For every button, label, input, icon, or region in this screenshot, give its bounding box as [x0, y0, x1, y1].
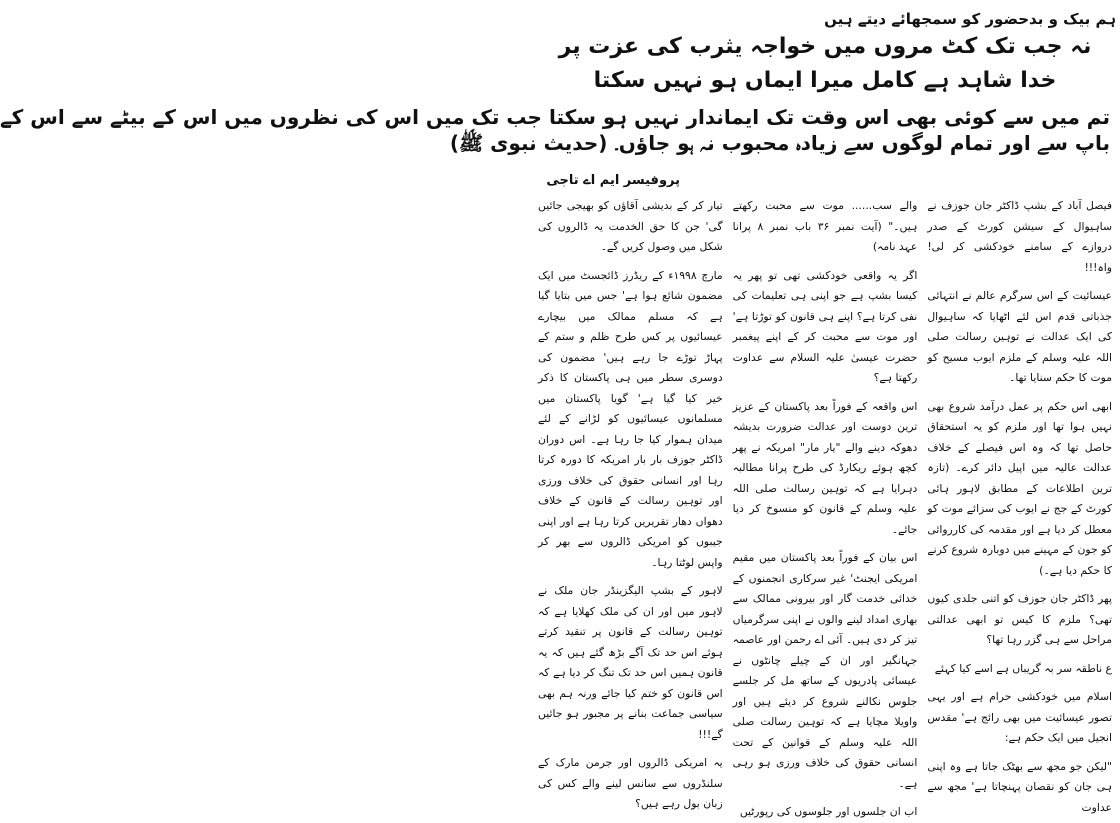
verse-line-2: خدا شاہد ہے کامل میرا ایماں ہو نہیں سکتا	[593, 68, 1057, 93]
column-2	[732, 196, 918, 818]
hadith-line-2: باپ سے اور تمام لوگوں سے زیادہ محبوب نہ ہو جاؤں۔ (حدیث نبوی ﷺ)	[449, 131, 1110, 155]
hadith-line-1: تم میں سے کوئی بھی اس وقت تک ایماندار نہیں ہو سکتا جب تک میں اس کی نظروں میں اس کے بیٹے سے اس کے	[0, 105, 1110, 129]
paragraph: اس بیان کے فوراً بعد پاکستان میں مقیم امریکی ایجنٹ' غیر سرکاری انجمنوں کے خدائی خدمت گار اور بیرونی ممالک سے بھاری امداد لینے والوں نے اپنی سرگرمیاں تیز کر دی ہیں۔ آئی اے رحمن اور عاصمہ جہانگیر اور ان کے چیلے چانٹوں نے عیسائی پادریوں کے ساتھ مل کر جلسے جلوس نکالنے شروع کر دیئے ہیں اور واویلا مچایا ہے کہ توہین رسالت صلی اللہ علیہ وسلم کے قوانین کے تحت انسانی حقوق کی خلاف ورزی ہو رہی ہے۔	[732, 551, 918, 790]
column-3	[537, 196, 723, 810]
paragraph: تیار کر کے بدیشی آقاؤں کو بھیجی جائیں گی' جن کا حق الخدمت یہ ڈالروں کی شکل میں وصول کریں گے۔	[537, 199, 723, 253]
paragraph: والے سب...... موت سے محبت رکھتے ہیں۔" (آیت نمبر ۳۶ باب نمبر ۸ پرانا عہد نامہ)	[732, 199, 918, 253]
paragraph: یہ امریکی ڈالروں اور جرمن مارک کے سلنڈروں سے سانس لینے والے کس کی زبان بول رہے ہیں؟	[537, 756, 723, 810]
paragraph: اب ان جلسوں اور جلوسوں کی رپورٹیں	[739, 805, 918, 818]
paragraph: اس واقعہ کے فوراً بعد پاکستان کے عزیز ترین دوست اور عدالت ضرورت بدیشہ دھوکہ دینے والے "یار مار" امریکہ نے پھر کچھ ہوئے ریکارڈ کی طرح پرانا مطالبہ دہرایا ہے کہ توہین رسالت صلی اللہ علیہ وسلم کے قانون کو منسوخ کر دیا جائے۔	[732, 399, 918, 536]
paragraph: مارچ ۱۹۹۸ء کے ریڈرز ڈائجسٹ میں ایک مضمون شائع ہوا ہے' جس میں بتایا گیا ہے کہ مسلم ممالک میں بیچارے عیسائیوں پر کس طرح ظلم و ستم کے پہاڑ توڑے جا رہے ہیں' مضمون کی دوسری سطر میں ہی پاکستان کا ذکر خیر کیا گیا ہے' گویا پاکستان میں مسلمانوں عیسائیوں کو لڑانے کے لئے میدان ہموار کیا جا رہا ہے۔ اس دوران ڈاکٹر جوزف بار بار امریکہ کا دورہ کرتا رہا اور انسانی حقوق کی خلاف ورزی اور توہین رسالت کے قانون کے خلاف دھواں دھار تقریریں کرتا رہا ہے اور اپنی جیبوں کو امریکی ڈالروں سے بھر کر واپس لوٹتا رہا۔	[537, 268, 723, 569]
poetry-line: ع ناطقہ سر بہ گریباں ہے اسے کیا کہئے	[934, 661, 1112, 675]
corner-note: ہم بیک و بدحضور کو سمجھائے دیتے ہیں	[824, 10, 1116, 28]
article-header	[0, 0, 1120, 158]
verse-line-1: نہ جب تک کٹ مروں میں خواجہ یثرب کی عزت پر	[558, 34, 1092, 59]
paragraph: "لیکن جو مجھ سے بھٹک جاتا ہے وہ اپنی ہی جان کو نقصان پہنچاتا ہے' مجھ سے عداوت	[927, 759, 1112, 814]
author-byline: پروفیسر ایم اے تاجی	[546, 173, 680, 188]
paragraph: پھر ڈاکٹر جان جوزف کو اتنی جلدی کیوں تھی؟ ملزم کا کیس تو ابھی عدالتی مراحل سے ہی گزر رہا تھا؟	[927, 592, 1112, 646]
paragraph: اگر یہ واقعی خودکشی تھی تو پھر یہ کیسا بشپ ہے جو اپنی ہی تعلیمات کی نفی کرتا ہے؟ اپنے ہی قانون کو توڑتا ہے' اور موت سے محبت کر کے اپنے پیغمبر حضرت عیسیٰ علیہ السلام سے عداوت رکھتا ہے؟	[732, 268, 918, 384]
column-1	[927, 196, 1112, 814]
paragraph: فیصل آباد کے بشپ ڈاکٹر جان جوزف نے ساہیوال کے سیشن کورٹ کے صدر دروازے کے سامنے خودکشی کر لی! واہ!!!	[927, 199, 1112, 274]
paragraph: ابھی اس حکم پر عمل درآمد شروع بھی نہیں ہوا تھا اور ملزم کو یہ استحقاق حاصل تھا کہ وہ اس فیصلے کے خلاف عدالت عالیہ میں اپیل دائر کرے۔ (تازہ ترین اطلاعات کے مطابق لاہور ہائی کورٹ کے جج نے ایوب کی سزائے موت کو معطل کر دیا ہے اور مقدمہ کی کارروائی کو جون کے مہینے میں دوبارہ شروع کرنے کا حکم دیا ہے۔)	[927, 399, 1112, 577]
article-body	[537, 196, 1112, 818]
paragraph: لاہور کے بشپ الیگزینڈر جان ملک نے لاہور میں اور ان کی ملک کھلایا ہے کہ توہین رسالت کے قانون پر تنقید کرتے ہوئے اس حد تک آگے بڑھ گئے ہیں کہ یہ قانون ہمیں اس حد تک تنگ کر دیا ہے کہ اس قانون کو ختم کیا جائے ورنہ ہم بھی سیاسی جماعت بنانے پر مجبور ہو جائیں گے!!!	[537, 584, 723, 741]
paragraph: عیسائیت کے اس سرگرم عالم نے انتہائی جذباتی قدم اس لئے اٹھایا کہ ساہیوال کی ایک عدالت نے توہین رسالت صلی اللہ علیہ وسلم کے ملزم ایوب مسیح کو موت کا حکم سنایا تھا۔	[927, 289, 1112, 384]
paragraph: اسلام میں خودکشی حرام ہے اور یہی تصور عیسائیت میں بھی رائج ہے' مقدس انجیل میں ایک حکم ہے:	[927, 690, 1112, 744]
